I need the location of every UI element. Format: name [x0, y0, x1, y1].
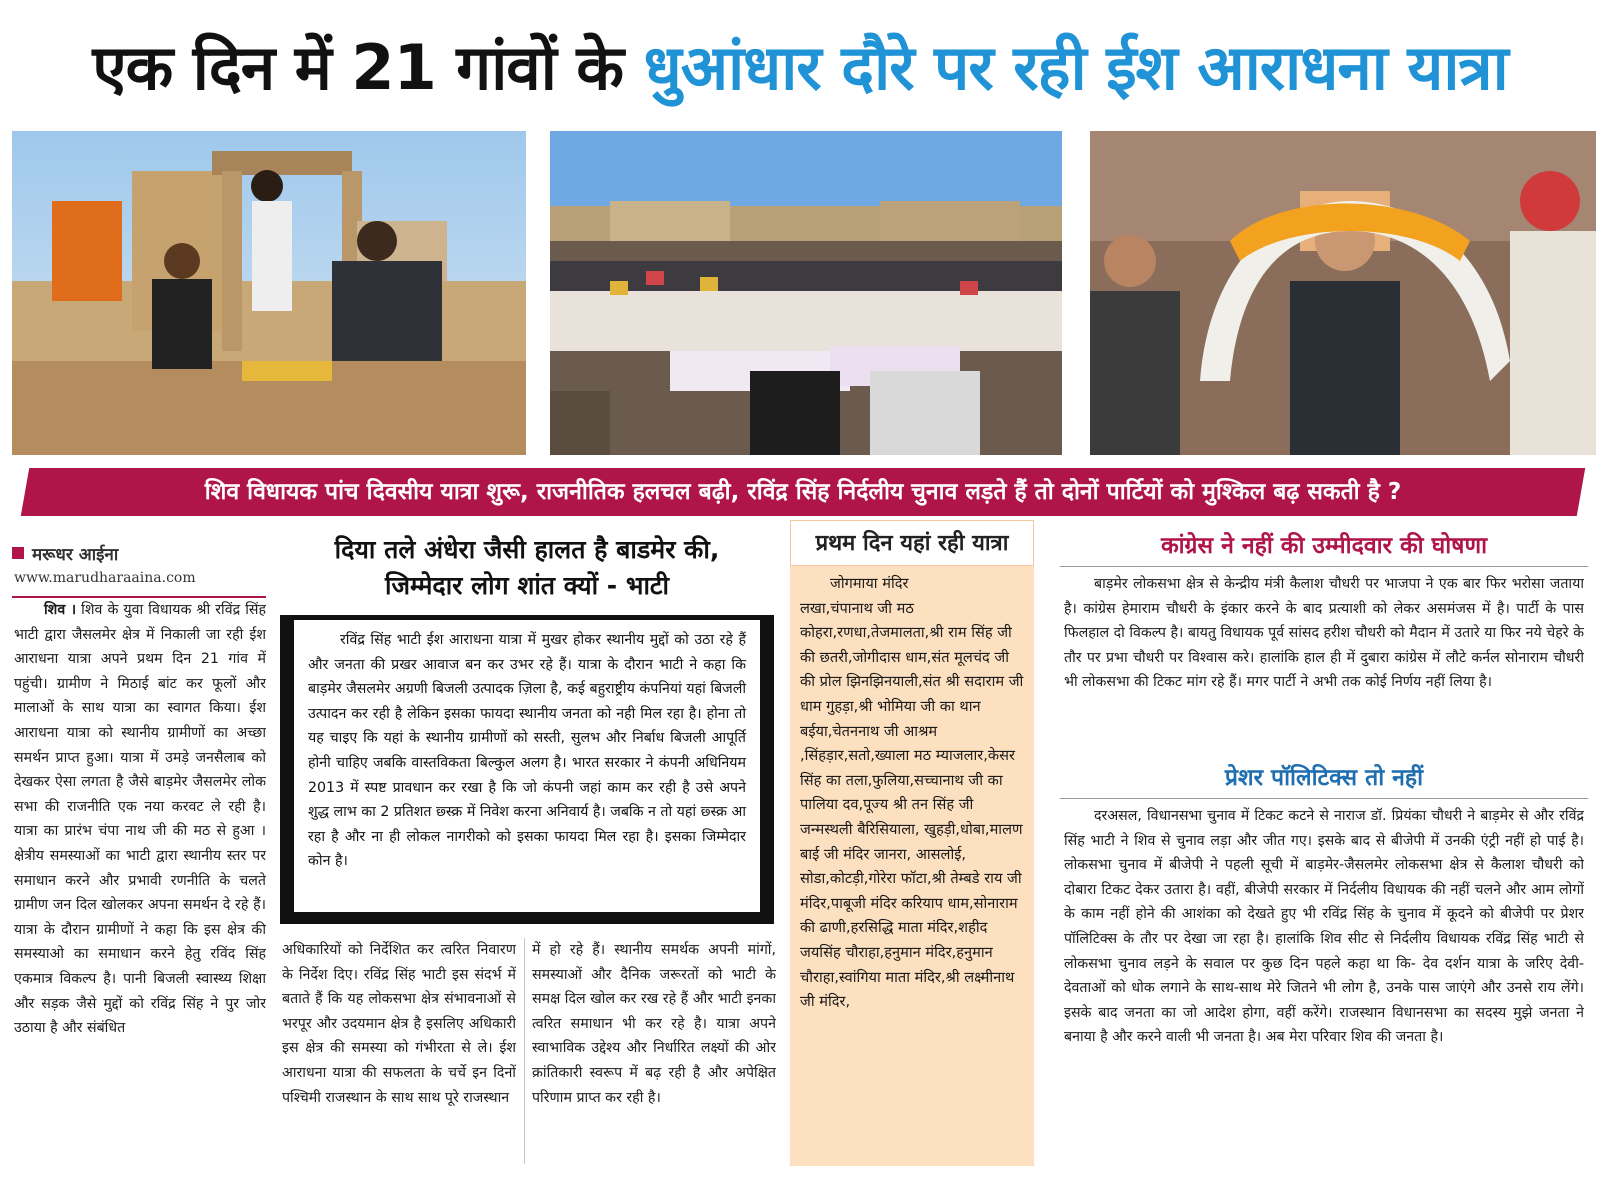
- bhati-quote-text: रविंद्र सिंह भाटी ईश आराधना यात्रा में मुखर होकर स्थानीय मुद्दों को उठा रहे हैं और जनता की प्रखर आवाज बन कर उभर रहे हैं। यात्रा के दौरान भाटी ने कहा कि बाड़मेर जैसलमेर अग्रणी बिजली उत्पादक ज़िला है, कई बहुराष्ट्रीय कंपनियां यहां बिजली उत्पादन कर रही है लेकिन इसका फायदा स्थानीय जनता को नही मिल रहा है। होना तो यह चाइए कि यहां के स्थानीय ग्रामीणों को सस्ती, सुलभ और निर्बाध बिजली आपूर्ति होनी चाहिए जबकि वास्तविकता बिल्कुल अलग है। भारत सरकार ने कंपनी अधिनियम 2013 में स्पष्ट प्रावधान कर रखा है कि जो कंपनी जहां काम कर रही है उसे अपने शुद्ध लाभ का 2 प्रतिशत छ्स्क्र में निवेश करना अनिवार्य है। जबकि न तो यहां छ्स्क्र आ रहा है और ना ही लोकल नागरीको को इसका फायदा मिल रहा है। इसका जिम्मेदार कोन है।: [308, 632, 746, 870]
- column-separator: [524, 938, 525, 1164]
- main-story-column: [14, 598, 266, 1168]
- headline-part2: धुआंधार दौरे पर रही ईश आराधना यात्रा: [643, 31, 1508, 104]
- route-box: [790, 520, 1034, 1166]
- pressure-politics-text: दरअसल, विधानसभा चुनाव में टिकट कटने से नाराज डॉ. प्रियंका चौधरी ने बाड़मेर से और रविंद्र सिंह भाटी ने शिव से चुनाव लड़ा और जीत गए। इसके बाद से बीजेपी में उनकी एंट्री नहीं हो पाई है। लोकसभा चुनाव में बीजेपी ने पहली सूची में बाड़मेर-जैसलमेर लोकसभा क्षेत्र से कैलाश चौधरी को दोबारा टिकट देकर उतारा है। वहीं, बीजेपी सरकार में निर्दलीय विधायक की नहीं चलने और आम लोगों के काम नहीं होने की आशंका को देखते हुए भी रविंद्र सिंह के चुनाव में कूदने को बीजेपी पर प्रेशर पॉलिटिक्स के तौर पर देखा जा रहा है। हालांकि शिव सीट से निर्दलीय विधायक रविंद्र सिंह भाटी से लोकसभा चुनाव लड़ने के सवाल पर कुछ दिन पहले कहा था कि- देव दर्शन यात्रा के जरिए देवी-देवताओं को धोक लगाने के साथ-साथ मेरे जितने भी लोग है, उनके पास जाएंगे और उनसे राय लेंगे। इसके बाद जनता का जो आदेश होगा, वहीं करेंगे। राजस्थान विधानसभा का सदस्य मुझे जनता ने बनाया है और करने वाली भी जनता है। अब मेरा परिवार शिव की जनता है।: [1064, 808, 1584, 1046]
- continuation-column-1: [282, 938, 516, 1168]
- bhati-quote-title: [280, 522, 774, 615]
- website-url[interactable]: www.marudharaaina.com: [14, 570, 196, 586]
- bhati-title-line1: दिया तले अंधेरा जैसी हालत है बाडमेर की,: [334, 535, 720, 564]
- congress-text: बाड़मेर लोकसभा क्षेत्र से केन्द्रीय मंत्री कैलाश चौधरी पर भाजपा ने एक बार फिर भरोसा जताया है। कांग्रेस हेमाराम चौधरी के इंकार करने के बाद प्रत्याशी को लेकर असमंजस में है। पार्टी के पास फिलहाल दो विकल्प है। बायतु विधायक पूर्व सांसद हरीश चौधरी को मैदान में उतारे या फिर नये चेहरे के तौर पर प्रभा चौधरी पर विश्वास करे। हालांकि हाल ही में दुबारा कांग्रेस में लौटे कर्नल सोनाराम चौधरी भी लोकसभा की टिकट मांग रहे हैं। मगर पार्टी ने अभी तक कोई निर्णय नहीं लिया है।: [1064, 576, 1584, 691]
- headline-part1: एक दिन में 21 गांवों के: [92, 31, 644, 104]
- bhati-quote-body: [294, 620, 760, 912]
- garland-welcome-photo: [1090, 131, 1596, 455]
- pressure-politics-column: [1064, 804, 1584, 1168]
- main-story-text: शिव के युवा विधायक श्री रविंद्र सिंह भाटी द्वारा जैसलमेर क्षेत्र में निकाली जा रही ईश आराधना यात्रा अपने प्रथम दिन 21 गांव में पहुंची। ग्रामीण ने मिठाई बांट कर फूलों और मालाओं के साथ यात्रा का स्वागत किया। ईश आराधना यात्रा को स्थानीय ग्रामीणों का अच्छा समर्थन प्राप्त हुआ। यात्रा में उमड़े जनसैलाब को देखकर ऐसा लगता है जैसे बाड़मेर जैसलमेर लोक सभा की राजनीति एक नया करवट ले रही है। यात्रा का प्रारंभ चंपा नाथ जी की मठ से हुआ । क्षेत्रीय समस्याओं का भाटी द्वारा स्थानीय स्तर पर समाधान करने और प्रभावी रणनीति के चलते ग्रामीण जन दिल खोलकर अपना समर्थन दे रहे हैं। यात्रा के दौरान ग्रामीणों ने कहा कि इस क्षेत्र की समस्याओ का समाधान करने हेतु रविंद सिंह एकमात्र विकल्प है। पानी बिजली स्वास्थ्य शिक्षा और सड़क जैसे मुद्दों को रविंद्र सिंह ने पुर जोर उठाया है और संबंधित: [14, 602, 266, 1037]
- route-first-stop: जोगमाया मंदिर: [830, 575, 909, 592]
- continuation-column-2: [532, 938, 776, 1168]
- temple-puja-photo: [12, 131, 526, 455]
- route-stops: लखा,चंपानाथ जी मठ कोहरा,रणधा,तेजमालता,श्री राम सिंह जी की छतरी,जोगीदास धाम,संत मूलचंद जी की प्रोल झिनझिनयाली,संत श्री सदाराम जी धाम गुहड़ा,श्री भोमिया जी का थान बईया,चेतननाथ जी आश्रम ,सिंहड़ार,सतो,ख्याला मठ म्याजलार,केसर सिंह का तला,फुलिया,सच्चानाथ जी का पालिया दव,पूज्य श्री तन सिंह जी जन्मस्थली बैरिसियाला, खुहड़ी,धोबा,मालण बाई जी मंदिर जानरा, आसलोई, सोडा,कोटड़ी,गोरेरा फॉटा,श्री तेम्बडे राय जी मंदिर,पाबूजी मंदिर करियाप धाम,सोनाराम की ढाणी,हरसिद्धि माता मंदिर,शहीद जयसिंह चौराहा,हनुमान मंदिर,हनुमान चौराहा,स्वांगिया माता मंदिर,श्री लक्ष्मीनाथ जी मंदिर,: [800, 599, 1024, 1011]
- pressure-politics-heading: प्रेशर पॉलिटिक्स तो नहीं: [1224, 765, 1424, 791]
- strap-headline: शिव विधायक पांच दिवसीय यात्रा शुरू, राजनीतिक हलचल बढ़ी, रविंद्र सिंह निर्दलीय चुनाव लड़ते हैं तो दोनों पार्टियों को मुश्किल बढ़ सकती है ?: [18, 468, 1588, 516]
- square-bullet-icon: [12, 547, 24, 559]
- main-headline: [0, 18, 1600, 118]
- section-rule: [1060, 798, 1588, 799]
- village-gathering-photo: [550, 131, 1062, 455]
- publication-name: मरूधर आईना: [32, 544, 119, 565]
- bhati-title-line2: जिम्मेदार लोग शांत क्यों - भाटी: [384, 571, 670, 600]
- section-rule: [1060, 566, 1588, 567]
- masthead: [12, 540, 272, 566]
- route-list: [800, 572, 1026, 1162]
- congress-column: [1064, 572, 1584, 748]
- continuation-text-2: में हो रहे हैं। स्थानीय समर्थक अपनी मांगों, समस्याओं और दैनिक जरूरतों को भाटी के समक्ष दिल खोल कर रख रहे हैं और भाटी इनका त्वरित समाधान भी कर रहे है। यात्रा अपने स्वाभाविक उद्देश्य और निर्धारित लक्ष्यों की ओर क्रांतिकारी स्वरूप में बढ़ रही है और अपेक्षित परिणाम प्राप्त कर रही है।: [532, 942, 776, 1106]
- congress-heading: कांग्रेस ने नहीं की उम्मीदवार की घोषणा: [1160, 533, 1488, 559]
- route-box-title: प्रथम दिन यहां रही यात्रा: [790, 520, 1034, 566]
- dateline: शिव ।: [44, 602, 77, 618]
- continuation-text-1: अधिकारियों को निर्देशित कर त्वरित निवारण के निर्देश दिए। रविंद्र सिंह भाटी इस संदर्भ में बताते हैं कि यह लोकसभा क्षेत्र संभावनाओं से भरपूर और उदयमान क्षेत्र है इसलिए अधिकारी इस क्षेत्र की समस्या को गंभीरता से ले। ईश आराधना यात्रा की सफलता के चर्चे इन दिनों पश्चिमी राजस्थान के साथ साथ पूरे राजस्थान: [282, 942, 516, 1106]
- bhati-quote-box: [280, 522, 774, 924]
